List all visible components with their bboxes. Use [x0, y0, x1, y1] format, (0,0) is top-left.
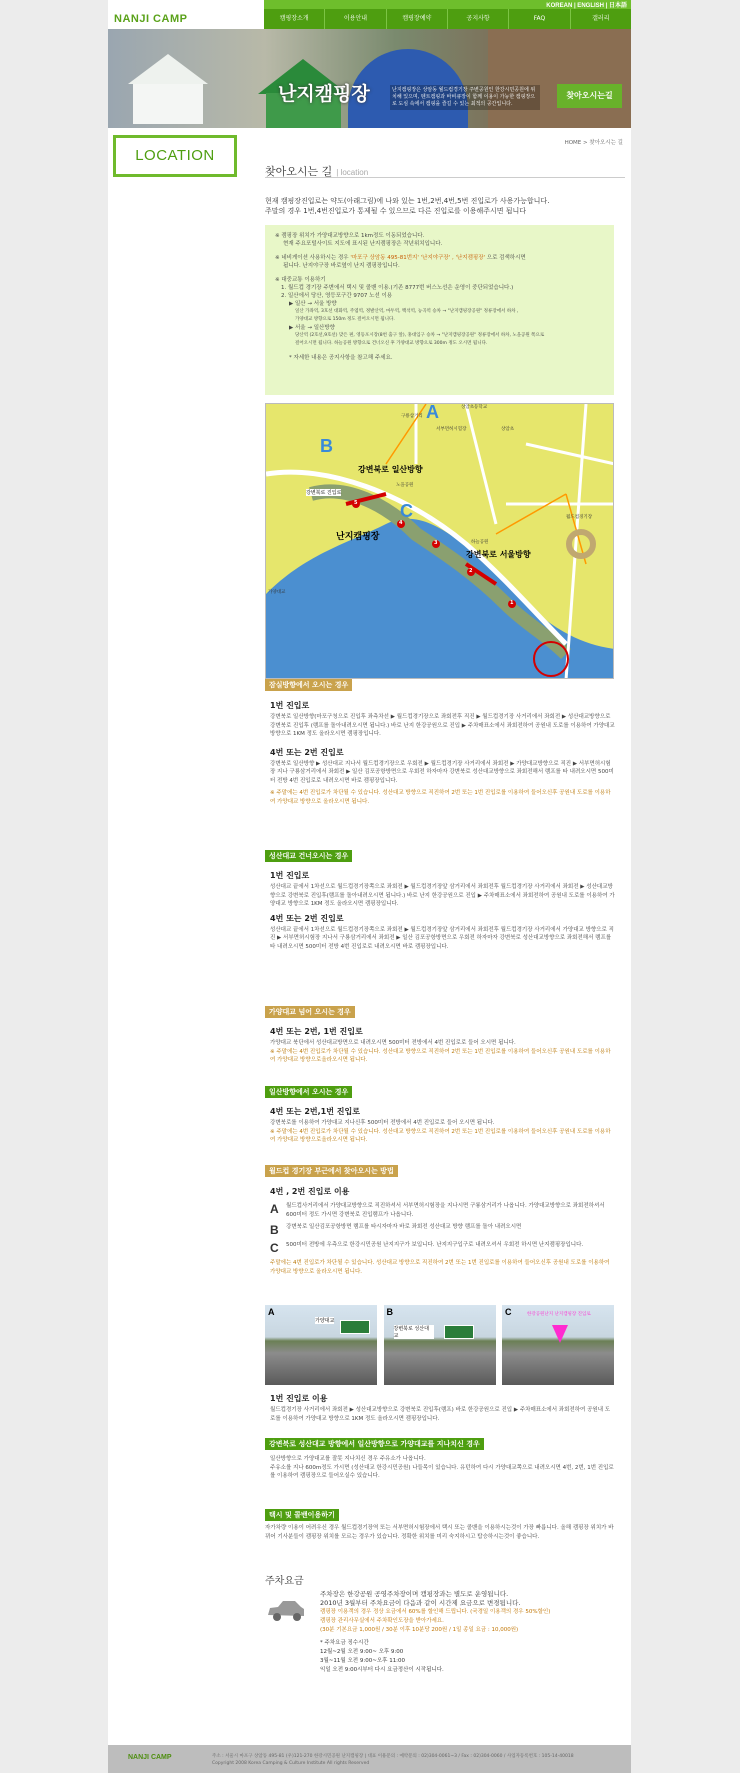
route-desc: 강변북로 일산방향 ▶ 성산대교 지나서 월드컵경기장으로 우회전 ▶ 월드컵경기장 사거리에서 좌회전 ▶ 가양대교방향으로 직진 ▶ 서부면허시험장 지나 구룡삼거리에서 좌회전 ▶ 일산 김포공항방면으로 우회전 하자마자 강변북로 성산대교방향으로 좌회전해서 램프를 타 내려오시면 500미터 전방 4번 진입로로 내려오시면 바로 캠핑장입니다. — [270, 760, 614, 784]
route-desc: 월드컵경기장 사거리에서 좌회전 ▶ 성산대교방향으로 강변북로 진입후(램프) 바로 한강공원으로 진입 ▶ 주차매표소에서 좌회전하여 공원내 도로를 이용하여 가양대교 방향으로 1KM 정도 올라오시면 캠핑장입니다. — [270, 1407, 611, 1422]
logo[interactable]: NANJI CAMP — [114, 13, 188, 25]
map-place: 서부면허시험장 — [436, 427, 467, 432]
route-title: 4번 또는 2번,1번 진입로 — [270, 1107, 360, 1116]
route-desc: 일산방향으로 가양대교를 잘못 지나치신 경우 주유소가 나옵니다. — [270, 1456, 426, 1462]
top-util-bar — [264, 0, 631, 9]
hero-description: 난지캠핑장은 상암동 월드컵경기장 주변공원인 한강시민공원에 위치해 있으며, 텐트캠핑과 바비큐장이 함께 이용이 가능한 캠핑장으로 도심 속에서 캠핑을 즐길 수 있는 최적의 공간입니다. — [390, 85, 540, 110]
map-entry-label: 강변북로 진입로 — [306, 490, 342, 496]
page — [108, 0, 631, 1773]
fee-hours: 익일 오전 9:00시부터 다시 요금정산이 시작됩니다. — [320, 1667, 444, 1673]
section-worldcup — [270, 1183, 615, 1276]
footer — [108, 1745, 631, 1773]
notice-line: 걸어오시면 됩니다. 하늘공원 방향으로 건너오신 후 가양대교 방향으로 300m 정도 오시면 됩니다. — [295, 341, 488, 346]
car-icon — [266, 1597, 306, 1623]
footer-info — [212, 1753, 622, 1767]
section-worldcup-2 — [270, 1390, 615, 1423]
section-ilsan — [270, 1103, 615, 1145]
map-point-label: 1 — [510, 600, 514, 606]
route-title: 1번 진입로 이용 — [270, 1394, 328, 1403]
notice-line: 됩니다. 난지야구장 바로옆이 난지 캠핑장입니다. — [283, 263, 400, 269]
photo-label-b: B — [386, 1307, 393, 1317]
main-nav — [264, 9, 631, 29]
route-title: 4번 또는 2번, 1번 진입로 — [270, 1027, 363, 1036]
breadcrumb[interactable]: HOME > 찾아오시는 길 — [564, 140, 623, 146]
photo-caption: 한강공원난지 난지캠핑장 진입로 — [527, 1312, 591, 1317]
nav-faq[interactable]: FAQ — [508, 9, 569, 29]
location-label: LOCATION — [113, 135, 237, 177]
route-desc: 성산대교 끝에서 1차선으로 월드컵경기장쪽으로 좌회전 ▶ 월드컵경기장앞 삼거리에서 좌회전후 월드컵경기장 사거리에서 좌회전 ▶ 성산대교방향으로 강변북로 진입후(램프를 돌아내려오시면 됩니다.) 바로 난지 한강공원으로 진입 ▶ 주차매표소에서 좌회전하여 공원내 도로를 이용하여 가양대교 방향으로 1KM 정도 올라오시면 캠핑장입니다. — [270, 884, 615, 907]
fee-hours-title: * 주차요금 징수시간 — [320, 1640, 369, 1646]
notice-line: * 자세한 내용은 공지사항을 참고해 주세요. — [289, 355, 393, 361]
intro-line: 현재 캠핑장진입로는 약도(아래그림)에 나와 있는 1번,2번,4번,5번 진입로가 사용가능합니다. — [265, 197, 550, 205]
section-missed — [270, 1455, 615, 1481]
notice-line: ▶ 서울 → 일산방향 — [289, 325, 335, 331]
route-title: 4번 또는 2번 진입로 — [270, 913, 344, 923]
fee-line: 2010년 3월부터 주차요금이 다음과 같이 시간제 요금으로 변경됩니다. — [320, 1599, 521, 1607]
notice-line: ※ 대중교통 이용하기 — [275, 277, 326, 283]
photo-c — [502, 1305, 614, 1385]
notice-line: ▶ 일산 → 서울 방향 — [289, 301, 337, 307]
section-seongsan — [270, 867, 615, 951]
route-desc: 자가차량 이용이 어려우신 경우 월드컵경기장역 또는 서부면허시험장에서 택시 또는 콜밴을 이용하시는것이 가장 빠릅니다. 올해 캠핑장 위치가 바뀌어 기사분들이 캠핑장 위치를 모르는 경우가 있습니다. 정확한 위치를 미리 숙지하시고 탑승하시는것이 좋습니다. — [265, 1525, 614, 1540]
notice-line: 가양대교 방향으로 150m 정도 걸어오시면 됩니다. — [295, 317, 395, 322]
tent-body-image — [133, 84, 203, 124]
map-camp-label: 난지캠핑장 — [336, 532, 380, 542]
route-desc: 강변북로 일산방향(마포구청으로 진입후 좌측차선 ▶ 월드컵경기장으로 좌회전후 직진 ▶ 월드컵경기장 사거리에서 좌회전 ▶ 성산대교방향으로 강변북로 진입후 (램프를 돌아내려오시면 됩니다.) 바로 난지 한강공원으로 진입 ▶ 주차매표소에서 좌회전하여 공원내 도로를 이용하여 가양대교 방향으로 1KM 정도 올라오시면 캠핑장입니다. — [270, 714, 615, 737]
step-desc: 강변북로 일산김포공항방면 램프를 타시자마자 바로 좌회전 성산대교 방향 램프를 돌아 내려오시면 — [286, 1224, 522, 1230]
map-label-c: C — [400, 501, 413, 521]
route-title: 1번 진입로 — [270, 871, 310, 880]
section-head-taxi: 택시 및 콜밴이용하기 — [265, 1509, 339, 1521]
nav-camp-intro[interactable]: 캠핑장소개 — [279, 15, 309, 22]
route-warning: ※ 주말에는 4번 진입로가 차단될 수 있습니다. 성산대교 방향으로 직진하여 2번 또는 1번 진입로를 이용하여 들어오신후 공원내 도로를 이용하여 가양대교 방향으로올라오시면 됩니다. — [270, 1128, 611, 1143]
route-title: 4번 또는 2번 진입로 — [270, 747, 344, 757]
map-point-label: 2 — [469, 568, 473, 574]
section-jamsil — [270, 697, 615, 806]
step-desc: 월드컵사거리에서 가양대교방향으로 직진하셔서 서부면허시험장을 지나시면 구룡삼거리가 나옵니다. 가양대교방향으로 좌회전하셔서 600미터 정도 가시면 강변북로 진입램프가 나옵니다. — [286, 1203, 605, 1218]
notice-text: ※ 네비게이션 사용하시는 경우 — [275, 255, 351, 261]
notice-box — [265, 225, 614, 395]
route-desc: 가양대교 북단에서 성산대교방면으로 내려오시면 500미터 전방에서 4번 진입로로 들어 오시면 됩니다. — [270, 1040, 516, 1046]
fee-rates: (30분 기본요금 1,000원 / 30분 이후 10분당 200원 / 1일 종일 요금 : 10,000원) — [320, 1627, 519, 1633]
step-letter-a: A — [270, 1202, 279, 1216]
section-head-worldcup: 월드컵 경기장 부근에서 찾아오시는 방법 — [265, 1165, 398, 1177]
footer-copyright: Copyright 2008 Korea Camping & Culture Institute All rights Reserved — [212, 1761, 370, 1766]
hero-banner — [108, 29, 631, 128]
map-place: 하늘공원 — [471, 540, 489, 545]
nav-gallery[interactable]: 갤러리 — [570, 9, 631, 29]
photo-a — [265, 1305, 377, 1385]
route-title: 4번 , 2번 진입로 이용 — [270, 1187, 350, 1196]
map-place: 월드컵경기장 — [566, 515, 593, 520]
page-title: 찾아오시는 길 — [265, 165, 333, 178]
route-title: 1번 진입로 — [270, 701, 310, 710]
nav-usage-guide[interactable]: 이용안내 — [324, 9, 385, 29]
notice-line: 현재 주요포털사이트 지도에 표시된 난지캠핑장은 작년위치입니다. — [283, 241, 443, 247]
notice-line: 2. 일산에서 당산, 영등포구간 9707 노선 이용 — [281, 293, 393, 299]
road-sign — [444, 1325, 474, 1339]
notice-line — [275, 254, 604, 262]
footer-logo[interactable]: NANJI CAMP — [128, 1754, 172, 1761]
map-label-a: A — [426, 403, 439, 422]
photo-label-a: A — [268, 1307, 275, 1317]
page-subtitle: | location — [336, 168, 369, 177]
road-photos — [265, 1305, 614, 1385]
notice-line: 당산역 (2호선,9호선) 맞은 편, 영등포시장(8번 출구 앞), 홍대입구 승차 → "난지캠핑장공원" 정류장에서 하차, 노을공원 쪽으로 — [295, 333, 545, 338]
map-point-label: 4 — [399, 520, 403, 526]
photo-b — [384, 1305, 496, 1385]
fee-stamp: 캠핑장 관리사무실에서 주차확인도장을 받아가세요. — [320, 1618, 444, 1624]
find-route-button[interactable]: 찾아오시는길 — [557, 84, 622, 108]
notice-highlight: '마포구 상암동 495-81번지' '난지야구장' , '난지캠핑장' — [350, 255, 486, 261]
map-dir-seoul: 강변북로 서울방향 — [466, 550, 531, 559]
parking-fee-title: 주차요금 — [265, 1576, 304, 1587]
section-head-gayang: 가양대교 넘어 오시는 경우 — [265, 1006, 355, 1018]
route-warning: ※ 주말에는 4번 진입로가 차단될 수 있습니다. 성산대교 방향으로 직진하여 2번 또는 1번 진입로를 이용하여 들어오신후 공원내 도로를 이용하여 가양대교 방향으로 올라오시면 됩니다. — [270, 790, 611, 805]
route-desc: 강변북로를 이용하여 가양대교 지나신후 500미터 전방에서 4번 진입로로 들어 오시면 됩니다. — [270, 1120, 495, 1126]
map-place: 상암초 — [501, 427, 515, 432]
intro-text — [265, 196, 625, 216]
step-b — [270, 1223, 615, 1237]
section-taxi — [265, 1524, 615, 1541]
step-a — [270, 1202, 615, 1219]
route-desc: 주유소를 지나 600m정도 가시면 (성산대교 한강시민공원) 나들목이 있습니다. 유턴하여 다시 가양대교쪽으로 내려오시면 4번, 2번, 1번 진입로를 이용하여 캠핑장으로 들어오실수 있습니다. — [270, 1464, 614, 1479]
intro-line: 주말의 경우 1번,4번진입로가 통제될 수 있으므로 다른 진입로를 이용해주시면 됩니다 — [265, 207, 527, 215]
photo-caption: 가양대교 — [315, 1318, 335, 1324]
section-head-ilsan: 일산방향에서 오시는 경우 — [265, 1086, 352, 1098]
map-graphic — [266, 404, 614, 679]
route-warning: ※ 주말에는 4번 진입로가 차단될 수 있습니다. 성산대교 방향으로 직진하여 2번 또는 1번 진입로를 이용하여 들어오신후 공원내 도로를 이용하여 가양대교 방향으로올라오시면 됩니다. — [270, 1048, 611, 1063]
fee-hours: 3월~11월 오전 9:00~오후 11:00 — [320, 1658, 406, 1664]
route-desc: 성산대교 끝에서 1차선으로 월드컵경기장쪽으로 좌회전 ▶ 월드컵경기장앞 삼거리에서 좌회전후 월드컵경기장 사거리에서 가양대교 방향으로 직진 ▶ 서부면허시험장 지나서 구룡삼거리에서 좌회전 ▶ 일산 김포공항방면으로 우회전 하자마자 강변북로 성산대교방향으로 좌회전해서 램프를 타 내려오시면 500미터 전방 4번 진입로로 내려오시면 바로 캠핑장입니다. — [270, 926, 614, 950]
footer-address: 주소 : 서울시 마포구 상암동 495-81 (우)121-270 한강시민공원 난지캠핑장 | 대표 이용문의 : 예약문의 : 02)304-0061~3 / Fax : 02)304-0060 / 사업자등록번호 : 105-14-40018 — [212, 1754, 574, 1759]
route-warning: 주말에는 4번 진입로가 차단될 수 있습니다. 성산대교 방향으로 직진하여 2번 또는 1번 진입로를 이용하여 들어오신후 공원내 도로를 이용하여 가양대교 방향으로 올라오시면 됩니다. — [270, 1260, 610, 1275]
step-letter-c: C — [270, 1241, 279, 1255]
map-place: 구룡삼거리 — [401, 414, 423, 419]
nav-reservation[interactable]: 캠핑장예약 — [386, 9, 447, 29]
section-head-jamsil: 잠실방향에서 오시는 경우 — [265, 679, 352, 691]
fee-discount: 캠핑장 이용객의 경우 정상 요금에서 60%를 할인해 드립니다. (국경일 이용객의 경우 50%할인) — [320, 1609, 551, 1615]
notice-line: ※ 캠핑장 위치가 가양대교방향으로 1km정도 이동되었습니다. — [275, 233, 425, 239]
fee-hours: 12월~2월 오전 9:00~ 오후 9:00 — [320, 1649, 404, 1655]
nav-notice[interactable]: 공지사항 — [447, 9, 508, 29]
map-label-b: B — [320, 436, 333, 456]
photo-caption: 강변북로 성산대교 — [394, 1325, 434, 1339]
photo-label-c: C — [505, 1307, 512, 1317]
step-c — [270, 1241, 615, 1255]
map-point-label: 5 — [354, 500, 358, 506]
header — [108, 0, 631, 128]
notice-line: 일산 가좌역, 3호선 대화역, 주엽역, 정발산역, 마두역, 백석역, 능곡역 승차 → "난지캠핑장공원" 정류장에서 하차 , — [295, 309, 519, 314]
brown-tent-image — [488, 29, 631, 128]
step-desc: 500미터 전방에 우측으로 한강시민공원 난지지구가 보입니다. 난지지구입구로 내려오셔서 우회전 하시면 난지캠핑장입니다. — [286, 1242, 584, 1248]
section-head-missed: 강변북로 성산대교 방향에서 일산방향으로 가양대교를 지나치신 경우 — [265, 1438, 484, 1450]
arrow-down-icon — [552, 1325, 568, 1343]
map-place: 가양대교 — [268, 590, 286, 595]
section-head-seongsan: 성산대교 건너오시는 경우 — [265, 850, 352, 862]
parking-fee-info — [320, 1590, 620, 1675]
map-place: 상암초등학교 — [461, 405, 488, 410]
road-sign — [340, 1320, 370, 1334]
tent-image — [128, 54, 208, 84]
map-point-label: 3 — [434, 540, 438, 546]
fee-line: 주차장은 한강공원 공영주차장이며 캠핑장과는 별도로 운영됩니다. — [320, 1590, 509, 1598]
notice-text: 으로 검색하시면 — [485, 255, 526, 261]
route-map — [265, 403, 614, 679]
hero-title: 난지캠핑장 — [278, 83, 370, 105]
title-row — [265, 160, 625, 178]
step-letter-b: B — [270, 1223, 279, 1237]
section-gayang — [270, 1023, 615, 1065]
notice-line: 1. 월드컵 경기장 주변에서 택시 및 콜밴 이용.(기존 8777번 버스노선은 운영이 중단되었습니다.) — [281, 285, 514, 291]
language-links[interactable]: KOREAN | ENGLISH | 日本語 — [546, 3, 627, 9]
map-dir-ilsan: 강변북로 일산방향 — [358, 465, 423, 474]
map-place: 노을공원 — [396, 483, 414, 488]
